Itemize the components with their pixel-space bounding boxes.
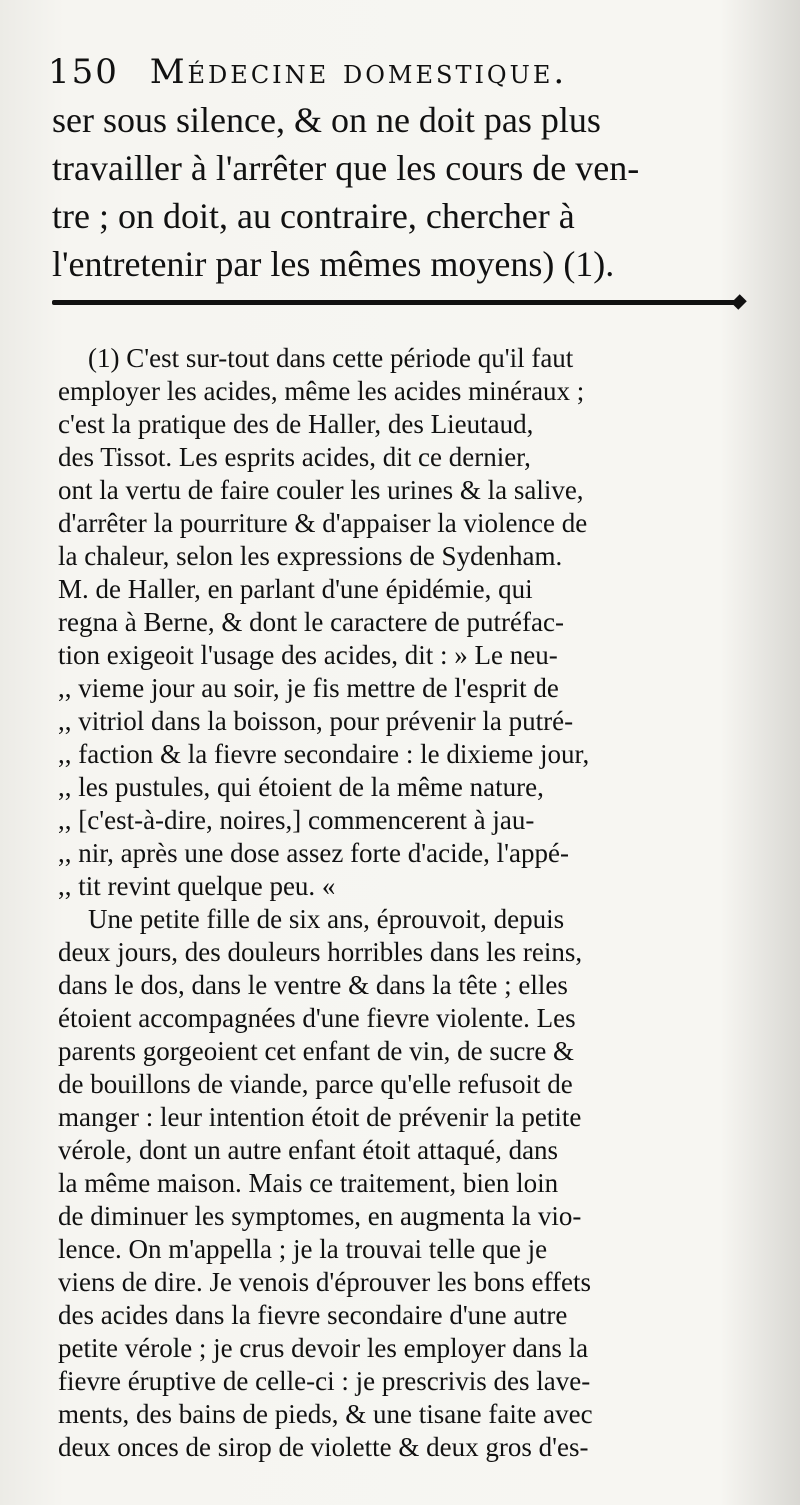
- footnote-line: M. de Haller, en parlant d'une épidémie, qui: [58, 574, 533, 604]
- footnote-line: ,, tit revint quelque peu. «: [58, 871, 336, 901]
- footnote-line: d'arrêter la pourriture & d'appaiser la violence de: [58, 508, 588, 538]
- footnote-line: ,, [c'est-à-dire, noires,] commencerent à jau-: [58, 805, 535, 835]
- footnote-line: (1) C'est sur-tout dans cette période qu'il faut: [88, 343, 574, 373]
- lead-line: travailler à l'arrêter que les cours de ven-: [52, 148, 640, 188]
- footnote-line: c'est la pratique des de Haller, des Lieutaud,: [58, 409, 534, 439]
- footnote-line: parents gorgeoient cet enfant de vin, de sucre &: [58, 1036, 575, 1066]
- footnote-line: fievre éruptive de celle-ci : je prescrivis des lave-: [58, 1366, 591, 1396]
- footnote-line: deux onces de sirop de violette & deux gros d'es-: [58, 1432, 589, 1462]
- footnote-line: regna à Berne, & dont le caractere de putréfac-: [58, 607, 564, 637]
- footnote-line: deux jours, des douleurs horribles dans les reins,: [58, 937, 583, 967]
- footnote-line: la même maison. Mais ce traitement, bien loin: [58, 1168, 559, 1198]
- footnote-line: ,, vitriol dans la boisson, pour prévenir la putré-: [58, 706, 574, 736]
- footnote-line: dans le dos, dans le ventre & dans la tête ; elles: [58, 970, 568, 1000]
- footnote-line: ,, les pustules, qui étoient de la même nature,: [58, 772, 544, 802]
- footnote-line: ,, vieme jour au soir, je fis mettre de l'esprit de: [58, 673, 559, 703]
- page-number: 150: [48, 52, 119, 92]
- running-header: [48, 52, 748, 92]
- footnote-line: des acides dans la fievre secondaire d'une autre: [58, 1300, 568, 1330]
- footnote-line: de bouillons de viande, parce qu'elle refusoit de: [58, 1069, 573, 1099]
- lead-line: ser sous silence, & on ne doit pas plus: [52, 100, 601, 140]
- footnote-line: ont la vertu de faire couler les urines & la salive,: [58, 475, 584, 505]
- footnote-line: tion exigeoit l'usage des acides, dit : » Le neu-: [58, 640, 558, 670]
- footnote-line: employer les acides, même les acides minéraux ;: [58, 376, 585, 406]
- footnote-line: lence. On m'appella ; je la trouvai telle que je: [58, 1234, 548, 1264]
- footnote-line: ,, faction & la fievre secondaire : le dixieme jour,: [58, 739, 590, 769]
- footnote-line: manger : leur intention étoit de prévenir la petite: [58, 1102, 582, 1132]
- footnote-line: Une petite fille de six ans, éprouvoit, depuis: [88, 904, 565, 934]
- footnote-line: des Tissot. Les esprits acides, dit ce dernier,: [58, 442, 531, 472]
- footnote-line: vérole, dont un autre enfant étoit attaqué, dans: [58, 1135, 559, 1165]
- running-title: Médecine domestique.: [149, 52, 568, 92]
- footnote-line: petite vérole ; je crus devoir les employer dans la: [58, 1333, 589, 1363]
- footnote-line: ments, des bains de pieds, & une tisane faite avec: [58, 1399, 593, 1429]
- footnote-line: étoient accompagnées d'une fievre violente. Les: [58, 1003, 576, 1033]
- lead-line: tre ; on doit, au contraire, chercher à: [52, 196, 575, 236]
- footnote-line: de diminuer les symptomes, en augmenta la vio-: [58, 1201, 582, 1231]
- footnote-separator-rule: [52, 300, 738, 305]
- footnote-line: la chaleur, selon les expressions de Sydenham.: [58, 541, 563, 571]
- footnote-line: viens de dire. Je venois d'éprouver les bons effets: [58, 1267, 591, 1297]
- lead-line: l'entretenir par les mêmes moyens) (1).: [52, 244, 615, 284]
- rule-ornament: [731, 294, 747, 310]
- footnote-line: ,, nir, après une dose assez forte d'acide, l'appé-: [58, 838, 569, 868]
